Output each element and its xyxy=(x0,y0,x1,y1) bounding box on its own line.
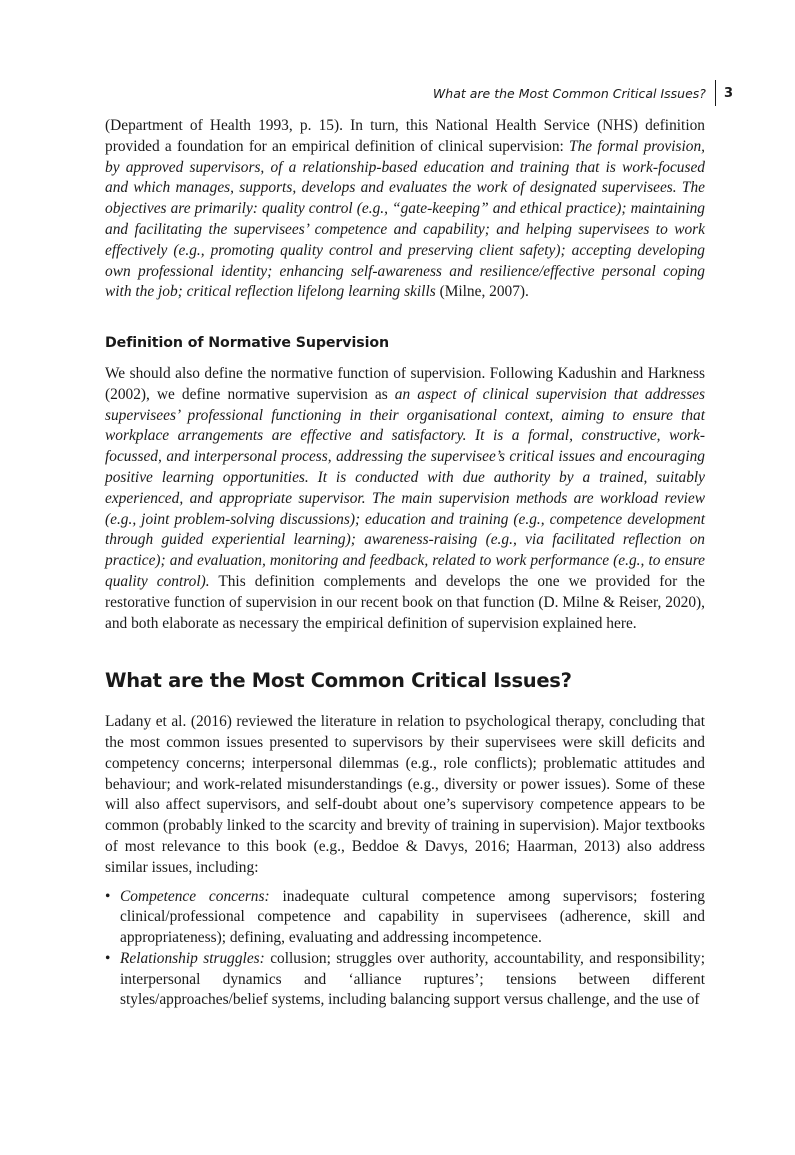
paragraph-text: We should also define the normative function of supervision. Following Kadushin and Harkness (2002), we define normative supervision as xyxy=(105,364,705,403)
definition-quote: an aspect of clinical supervision that addresses supervisees’ professional functioning in their organisational context, aiming to ensure that workplace arrangements are effective and satisfactory. It is a formal, constructive, work-focussed, and interpersonal process, addressing the supervisee’s critical issues and encouraging positive learning opportunities. It is conducted with due authority by a trained, suitably experienced, and appropriate supervisor. The main supervision methods are workload review (e.g., joint problem-solving discussions); education and training (e.g., competence development through guided experiential learning); awareness-raising (e.g., via facilitated reflection on practice); and evaluation, monitoring and feedback, related to work performance (e.g., to ensure quality control). xyxy=(105,385,706,590)
section-heading-critical-issues: What are the Most Common Critical Issues? xyxy=(105,669,572,693)
paragraph-text: (Department of Health 1993, p. 15). In turn, this National Health Service (NHS) definition provided a foundation for an empirical definition of clinical supervision: xyxy=(105,117,705,155)
issues-list xyxy=(105,887,705,1012)
list-item-term: Relationship struggles: xyxy=(120,949,265,967)
paragraph-text: This definition complements and develops the one we provided for the restorative function of supervision in our recent book on that function (D. Milne & Reiser, 2020), and both elaborate as necessary the empirical definition of supervision explained here. xyxy=(105,572,705,632)
paragraph-nhs-definition xyxy=(105,116,705,303)
running-head xyxy=(433,80,733,106)
paragraph-normative-definition xyxy=(105,364,705,634)
section-heading-normative: Definition of Normative Supervision xyxy=(105,335,389,352)
list-item-text: collusion; struggles over authority, accountability, and responsibility; interpersonal dynamics and ‘alliance ruptures’; tensions between different styles/approaches/belief systems, including balancing support versus challenge, and the use of xyxy=(120,949,705,1009)
list-item-text: inadequate cultural competence among supervisors; fostering clinical/professional competence and capability in supervisees (adherence, skill and appropriateness); defining, evaluating and addressing incompetence. xyxy=(120,887,705,947)
page-body xyxy=(105,116,705,1011)
citation: (Milne, 2007). xyxy=(435,283,529,301)
running-head-title: What are the Most Common Critical Issues? xyxy=(432,85,706,101)
bullet: • xyxy=(105,887,111,905)
bullet: • xyxy=(105,949,111,967)
list-item xyxy=(105,949,705,1011)
list-item xyxy=(105,887,705,949)
definition-quote: The formal provision, by approved supervisors, of a relationship-based education and training that is work-focused and which manages, supports, develops and evaluates the work of designated supervisees. The objectives are primarily: quality control (e.g., “gate-keeping” and ethical practice); maintaining and facilitating the supervisees’ competence and capability; and helping supervisees to work effectively (e.g., promoting quality control and preserving client safety); accepting developing own professional identity; enhancing self-awareness and resilience/effective personal coping with the job; critical reflection lifelong learning skills xyxy=(105,137,706,301)
page-number: 3 xyxy=(723,85,733,101)
list-item-term: Competence concerns: xyxy=(120,887,270,905)
paragraph-critical-issues: Ladany et al. (2016) reviewed the literature in relation to psychological therapy, concluding that the most common issues presented to supervisors by their supervisees were skill deficits and competency concerns; interpersonal dilemmas (e.g., role conflicts); problematic attitudes and behaviour; and work-related misunderstandings (e.g., diversity or power issues). Some of these will also affect supervisors, and self-doubt about one’s supervisory competence appears to be common (probably linked to the scarcity and brevity of training in supervision). Major textbooks of most relevance to this book (e.g., Beddoe & Davys, 2016; Haarman, 2013) also address similar issues, including: xyxy=(105,713,705,876)
